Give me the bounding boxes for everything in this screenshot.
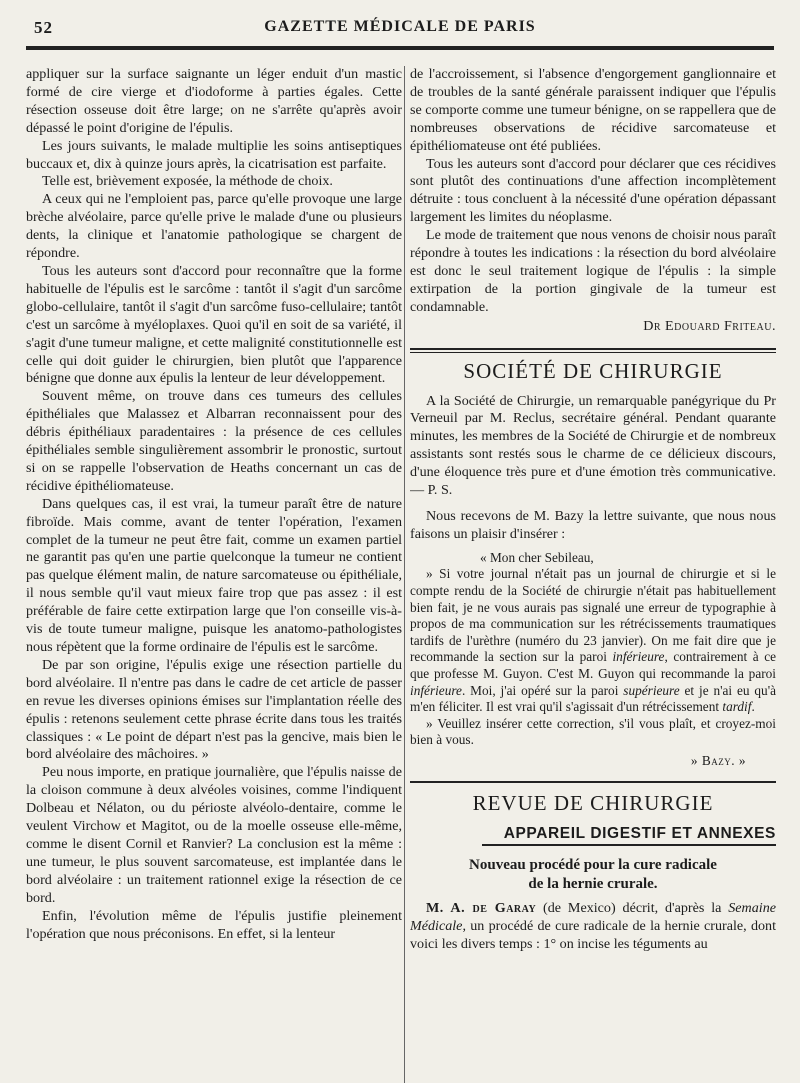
letter xyxy=(410,550,776,770)
paragraph: Souvent même, on trouve dans ces tumeurs des cellules épithéliales que Malassez et Albarran reconnaissent pour des débris épithéliaux paradentaires : la présence de ces cellules épithéliales semble singulièrement assombrir le pronostic, surtout si on se rappelle l'observation de Heaths concernant un cas de récidive épithéliomateuse. xyxy=(26,388,402,494)
paragraph: M. A. de Garay (de Mexico) décrit, d'après la Semaine Médicale, un procédé de cure radicale de la hernie crurale, dont voici les divers temps : 1° on incise les téguments au xyxy=(410,900,776,953)
author-signature: Dr Edouard Friteau. xyxy=(643,317,776,334)
paragraph: Nous recevons de M. Bazy la lettre suivante, que nous nous faisons un plaisir d'insérer : xyxy=(410,507,776,542)
paragraph: Dans quelques cas, il est vrai, la tumeur paraît être de nature fibroïde. Mais comme, avant de tenter l'opération, l'examen complet de la tumeur ne peut être fait, comme un examen partiel ne garantit pas qu'en une partie quelconque la tumeur ne contient pas quelque élément malin, de nature sarcomateuse ou épithéliale, il nous semble qu'il vaut mieux faire trop que pas assez : il est préférable de faire cette extirpation large que l'on conseille vis-à-vis de toute tumeur maligne, puisque les anatomo-pathologistes nous répètent que la forme ordinaire de l'épulis est le sarcôme. xyxy=(26,495,402,655)
letter-opening: « Mon cher Sebileau, xyxy=(480,549,594,565)
paragraph: Le mode de traitement que nous venons de choisir nous paraît répondre à toutes les indications : la résection du bord alvéolaire est donc le seul traitement logique de l'épulis : la simple extirpation de la portion gingivale de la tumeur est condamnable. xyxy=(410,227,776,315)
article-title: Nouveau procédé pour la cure radicale de la hernie crurale. xyxy=(469,857,717,893)
left-column xyxy=(26,66,402,1083)
page-header xyxy=(0,0,800,46)
paragraph: Telle est, brièvement exposée, la méthode de choix. xyxy=(42,173,333,190)
paragraph: A la Société de Chirurgie, un remarquable panégyrique du Pr Verneuil par M. Reclus, secrétaire général. Pendant quarante minutes, les membres de la Société de Chirurgie et de nombreux assistants sont restés sous le charme de ce délicieux discours, d'une éloquence très pure et d'une émotion très communicative. — P. S. xyxy=(410,392,776,499)
paragraph: de l'accroissement, si l'absence d'engorgement ganglionnaire et de troubles de la santé générale paraissent indiquer que l'épulis se comporte comme une tumeur bénigne, on se rappellera que de nombreuses observations de récidive sarcomateuse et épithéliomateuse ont été publiées. xyxy=(410,66,776,154)
section-rule xyxy=(410,781,776,783)
paragraph: Tous les auteurs sont d'accord pour déclarer que ces récidives sont plutôt des continuations d'une affection incomplètement détruite : tous concluent à la nécessité d'une opération dépassant largement les limites du néoplasme. xyxy=(410,155,776,226)
running-title: GAZETTE MÉDICALE DE PARIS xyxy=(264,18,536,35)
right-column xyxy=(410,66,776,1083)
paragraph: A ceux qui ne l'emploient pas, parce qu'elle provoque une large brèche alvéolaire, parce qu'elle prive le malade d'une ou plusieurs dents, la clinique et l'anatomie pathologique se chargent de répondre. xyxy=(26,191,402,262)
section-title-societe: SOCIÉTÉ DE CHIRURGIE xyxy=(463,358,723,383)
letter-paragraph: » Veuillez insérer cette correction, s'il vous plaît, et croyez-moi bien à vous. xyxy=(410,715,776,748)
paragraph: Les jours suivants, le malade multiplie les soins antiseptiques buccaux et, dix à quinze jours après, la cicatrisation est parfaite. xyxy=(26,137,402,172)
letter-paragraph: » Si votre journal n'était pas un journal de chirurgie et si le compte rendu de la Société de chirurgie n'était pas habituellement bien fait, je ne vous aurais pas signalé une erreur de typographie à propos de ma communication sur les rétrécissements traumatiques tardifs de l'urèthre (numéro du 23 janvier). On me fait dire que je recommande la section sur la paroi inférieure, contrairement à ce que professe M. Guyon. C'est M. Guyon qui recommande la paroi inférieure. Moi, j'ai opéré sur la paroi supérieure et je n'ai eu qu'à m'en féliciter. Il est vrai qu'il s'agissait d'un rétrécissement tardif. xyxy=(410,566,776,715)
letter-signature: » Bazy. » xyxy=(690,752,746,768)
paragraph: Tous les auteurs sont d'accord pour reconnaître que la forme habituelle de l'épulis est le sarcôme : tantôt il s'agit d'un sarcôme globo-cellulaire, tantôt il s'agit d'un sarcôme fuso-cellulaire; tantôt c'est un sarcôme à myéloplaxes. Quoi qu'il en soit de sa variété, il s'agit d'une tumeur maligne, et cette malignité constitutionnelle est celle qui doit guider le chirurgien, bien plutôt que l'apparence bénigne que donne aux épulis la lenteur de leur développement. xyxy=(26,262,402,387)
section-title-revue: REVUE DE CHIRURGIE xyxy=(472,791,714,816)
paragraph: appliquer sur la surface saignante un léger enduit d'un mastic formé de cire vierge et d'iodoforme à parties égales. Cette résection osseuse doit être large; on ne s'arrête qu'après avoir dépassé le point d'origine de l'épulis. xyxy=(26,66,402,136)
column-divider xyxy=(404,66,405,1083)
paragraph: Enfin, l'évolution même de l'épulis justifie pleinement l'opération que nous préconisons. En effet, si la lenteur xyxy=(26,907,402,942)
section-rule xyxy=(410,348,776,353)
header-rule xyxy=(26,46,774,50)
paragraph: De par son origine, l'épulis exige une résection partielle du bord alvéolaire. Il n'entre pas dans le cadre de cet article de passer en revue les diverses opinions émises sur l'implantation réelle des épulis : retenons seulement cette phrase écrite dans tous les traités classiques : « Le point de départ n'est pas la gencive, mais bien le bord alvéolaire des mâchoires. » xyxy=(26,656,402,763)
paragraph: Peu nous importe, en pratique journalière, que l'épulis naisse de la cloison commune à deux alvéoles voisines, comme l'indiquent Dolbeau et Nélaton, ou du périoste alvéolo-dentaire, comme le veulent Virchow et Magitot, ou de la moelle osseuse elle-même, comme le disent Cornil et Ranvier? La conclusion est la même : une tumeur, le plus souvent sarcomateuse, est implantée dans le bord alvéolaire : un traitement rationnel exige la résection de ce bord. xyxy=(26,764,402,906)
page-number: 52 xyxy=(34,18,53,37)
subsection-header: APPAREIL DIGESTIF ET ANNEXES xyxy=(482,825,776,846)
